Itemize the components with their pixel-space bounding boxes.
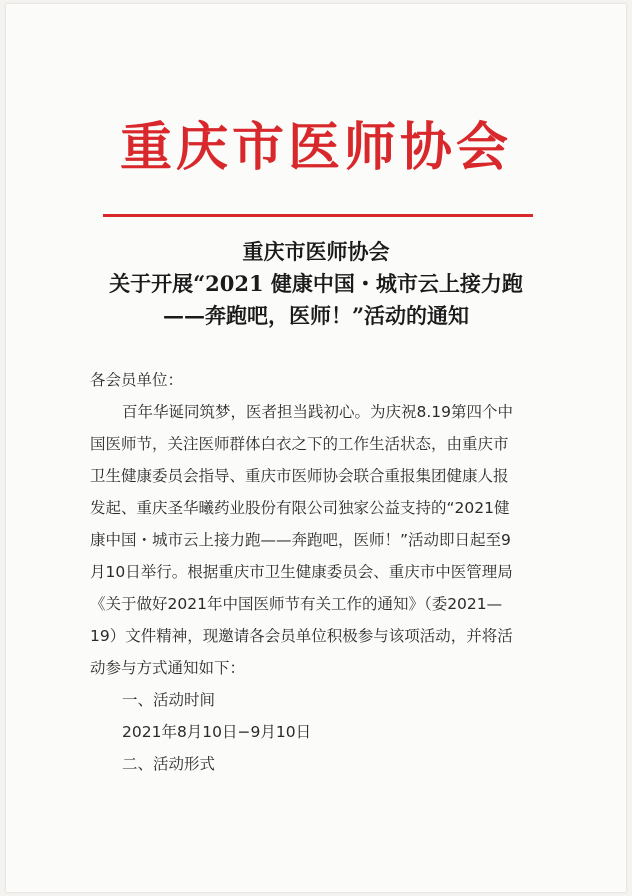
- document-page: [6, 4, 626, 892]
- notice-title-line-2: 关于开展“2021 健康中国・城市云上接力跑: [109, 271, 523, 296]
- paragraph-line: 国医师节，关注医师群体白衣之下的工作生活状态，由重庆市: [90, 435, 509, 453]
- paragraph-line: 百年华诞同筑梦，医者担当践初心。为庆祝8.19第四个中: [122, 403, 514, 421]
- notice-title-line-1: 重庆市医师协会: [242, 239, 390, 264]
- paragraph-line: 19）文件精神，现邀请各会员单位积极参与该项活动，并将活: [90, 627, 513, 645]
- notice-title-line-3: ——奔跑吧，医师！”活动的通知: [162, 303, 470, 328]
- paragraph-line: 动参与方式通知如下：: [90, 659, 246, 677]
- masthead-title: 重庆市医师协会: [119, 117, 512, 178]
- salutation: 各会员单位：: [90, 371, 184, 389]
- section-2-heading: 二、活动形式: [122, 755, 216, 773]
- paragraph-line: 卫生健康委员会指导、重庆市医师协会联合重报集团健康人报: [90, 467, 509, 485]
- paragraph-line: 月10日举行。根据重庆市卫生健康委员会、重庆市中医管理局: [90, 563, 513, 581]
- paragraph-line: 康中国・城市云上接力跑——奔跑吧，医师！”活动即日起至9: [90, 531, 511, 549]
- red-divider: [103, 214, 533, 217]
- section-1-heading: 一、活动时间: [122, 691, 216, 709]
- section-1-content: 2021年8月10日−9月10日: [122, 723, 312, 741]
- paragraph-line: 《关于做好2021年中国医师节有关工作的通知》（委2021—: [90, 595, 503, 613]
- paragraph-line: 发起、重庆圣华曦药业股份有限公司独家公益支持的“2021健: [90, 499, 510, 517]
